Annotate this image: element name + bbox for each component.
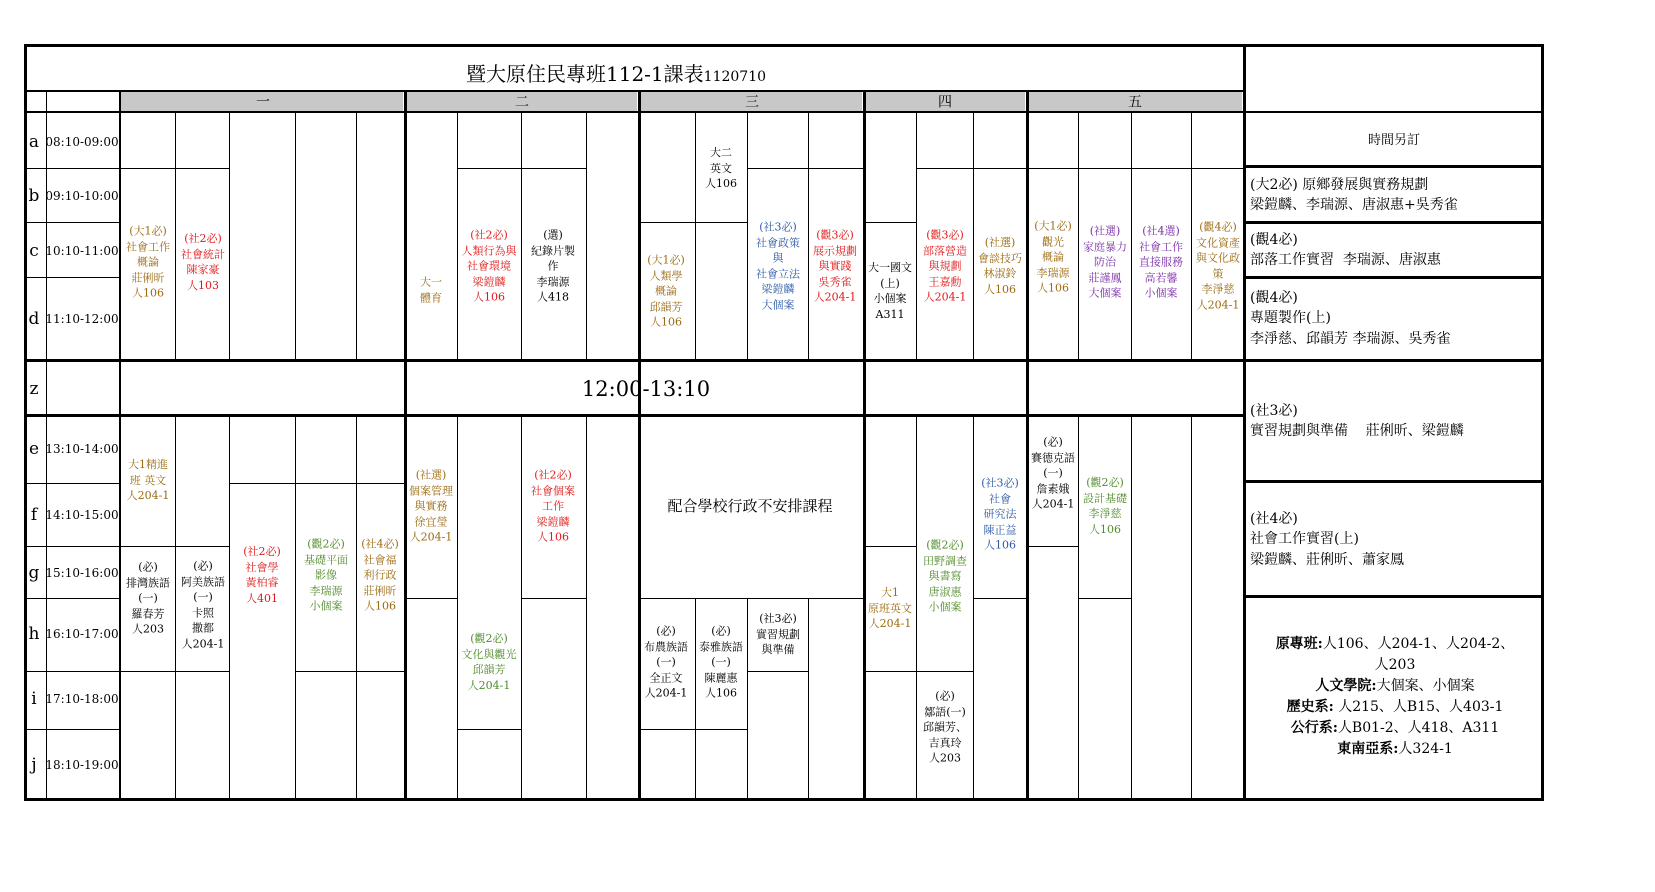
grid-line [1191, 415, 1192, 800]
course-wed-practicum-plan: (社3必) 實習規劃 與準備 [756, 611, 800, 656]
time-h: 16:10-17:00 [45, 627, 119, 641]
grid-line [1131, 415, 1132, 800]
school-admin-note: 配合學校行政不安排課程 [667, 496, 833, 515]
time-b: 09:10-10:00 [45, 189, 119, 203]
grid-line [695, 112, 696, 360]
course-mon-social-work-intro: (大1必) 社會工作 概論 莊俐昕 人106 [126, 224, 170, 300]
room-row [1250, 676, 1540, 697]
grid-line [639, 598, 864, 599]
course-fri-direct-service: (社4選) 社會工作 直接服務 高若馨 小個案 [1139, 224, 1183, 300]
grid-line [747, 671, 808, 672]
course-thu-tsou: (必) 鄒語(一) 邱韻芳、 吉真玲 人203 [923, 689, 967, 765]
room-row [1250, 655, 1540, 676]
sidebar-item-practicum-planning: (社3必) 實習規劃與準備 莊俐昕、梁鎧麟 [1250, 403, 1464, 440]
course-mon-paiwan: (必) 排灣族語 (一) 羅春芳 人203 [126, 560, 170, 636]
period-j: j [31, 755, 37, 775]
grid-line [1243, 45, 1246, 800]
grid-line [521, 598, 586, 599]
course-fri-domestic-violence: (社選) 家庭暴力 防治 莊謹鳳 大個案 [1083, 224, 1127, 300]
grid-line [295, 671, 405, 672]
course-thu-fieldwork: (觀2必) 田野調查 與書寫 唐淑惠 小個案 [923, 538, 967, 614]
grid-line [747, 168, 864, 169]
grid-line [24, 45, 27, 800]
grid-line [356, 415, 357, 800]
time-j: 18:10-19:00 [45, 758, 119, 772]
grid-line [1244, 276, 1544, 279]
course-wed-social-policy: (社3必) 社會政策 與 社會立法 梁鎧麟 大個案 [756, 220, 800, 311]
course-fri-cultural-heritage: (觀4必) 文化資產 與文化政 策 李淨慈 人204-1 [1196, 220, 1240, 311]
grid-line [24, 729, 121, 730]
period-e: e [28, 439, 40, 459]
time-i: 17:10-18:00 [45, 692, 119, 706]
grid-line [295, 415, 296, 800]
grid-line [808, 598, 809, 800]
grid-line [521, 415, 522, 800]
sidebar-room-legend [1250, 634, 1540, 760]
room-value: 大個案、小個案 [1376, 678, 1475, 694]
grid-line [1078, 598, 1131, 599]
course-mon-amis: (必) 阿美族語 (一) 卡照 撒都 人204-1 [181, 559, 225, 650]
course-mon-sociology: (社2必) 社會學 黃柏睿 人401 [243, 545, 281, 605]
sidebar-item-special-project: (觀4必) 專題製作(上) 李淨慈、邱韻芳 李瑞源、吳秀雀 [1250, 290, 1451, 347]
course-mon-english-boost: 大1精進 班 英文 人204-1 [126, 457, 170, 502]
grid-line [229, 483, 405, 484]
grid-line [747, 598, 748, 800]
lunch-break: 12:00-13:10 [581, 376, 711, 401]
time-g: 15:10-16:00 [45, 566, 119, 580]
grid-line [1078, 112, 1079, 360]
grid-line [1078, 415, 1079, 800]
grid-line [1244, 165, 1544, 168]
day-header-thu: 四 [938, 94, 952, 111]
grid-line [747, 112, 748, 360]
course-mon-visual-design: (觀2必) 基礎平面 影像 李瑞源 小個案 [304, 537, 348, 613]
course-fri-tourism-intro: (大1必) 觀光 概論 李瑞源 人106 [1034, 219, 1072, 295]
grid-line [864, 546, 916, 547]
time-e: 13:10-14:00 [45, 442, 119, 456]
grid-line [229, 415, 230, 800]
grid-line [1244, 111, 1544, 113]
room-value: 人203 [1374, 657, 1416, 673]
grid-line [973, 415, 974, 800]
grid-line [24, 111, 1244, 113]
grid-line [864, 671, 916, 672]
grid-line [695, 598, 696, 800]
course-thu-interview-skills: (社選) 會談技巧 林淑鈴 人106 [978, 236, 1022, 296]
grid-line [24, 798, 1544, 801]
course-wed-exhibition: (觀3必) 展示規劃 與實踐 吳秀雀 人204-1 [813, 228, 857, 304]
grid-line [404, 91, 407, 800]
grid-line [24, 671, 121, 672]
period-b: b [28, 186, 40, 206]
grid-line [1244, 480, 1544, 483]
time-c: 10:10-11:00 [45, 244, 119, 258]
grid-line [24, 222, 121, 223]
grid-line [1244, 221, 1544, 224]
grid-line [457, 168, 586, 169]
day-header-fri: 五 [1128, 94, 1142, 111]
sidebar-item-rural-development: (大2必) 原鄉發展與實務規劃 梁鎧麟、李瑞源、唐淑惠+吳秀雀 [1250, 177, 1458, 214]
grid-line [175, 112, 176, 360]
room-label: 東南亞系: [1337, 741, 1399, 757]
grid-line [121, 671, 229, 672]
page-title [466, 58, 766, 87]
grid-line [175, 415, 176, 800]
course-thu-research-methods: (社3必) 社會 研究法 陳正益 人106 [981, 476, 1019, 552]
grid-line [1244, 359, 1544, 362]
period-d: d [28, 309, 40, 329]
grid-line [295, 112, 296, 360]
grid-line [1026, 91, 1029, 800]
course-wed-bunun: (必) 布農族語 (一) 全正文 人204-1 [644, 624, 688, 700]
course-fri-seediq: (必) 賽德克語 (一) 詹素娥 人204-1 [1031, 435, 1075, 511]
period-c: c [29, 241, 39, 261]
period-z: z [29, 379, 39, 399]
grid-line [405, 598, 457, 599]
course-tue-culture-tourism: (觀2必) 文化與觀光 邱韻芳 人204-1 [461, 632, 517, 692]
room-value: 人324-1 [1398, 741, 1453, 757]
time-f: 14:10-15:00 [45, 508, 119, 522]
grid-line [457, 415, 458, 800]
course-wed-english-2: 大二 英文 人106 [705, 145, 737, 190]
room-value: 人B01-2、人418、A311 [1337, 720, 1500, 736]
grid-line [808, 112, 809, 360]
course-tue-pe: 大一 體育 [420, 275, 442, 304]
room-value: 人215、人B15、人403-1 [1333, 699, 1504, 715]
grid-line [24, 414, 1244, 417]
grid-line [1027, 546, 1078, 547]
room-label: 歷史系: [1286, 699, 1334, 715]
period-a: a [28, 132, 40, 152]
course-mon-welfare-admin: (社4必) 社會福 利行政 莊俐昕 人106 [361, 537, 399, 613]
grid-line [24, 277, 121, 278]
course-tue-case-management: (社選) 個案管理 與實務 徐宜瑩 人204-1 [409, 468, 453, 544]
grid-line [638, 91, 641, 800]
course-thu-community-building: (觀3必) 部落營造 與規劃 王嘉勳 人204-1 [923, 228, 967, 304]
room-label: 原專班: [1275, 636, 1323, 652]
course-mon-social-statistics: (社2必) 社會統計 陳家豪 人103 [181, 232, 225, 292]
room-row [1250, 718, 1540, 739]
course-tue-human-behavior: (社2必) 人類行為與 社會環境 梁鎧麟 人106 [461, 228, 517, 304]
grid-line [973, 598, 1027, 599]
grid-line [586, 112, 587, 360]
room-row [1250, 697, 1540, 718]
course-fri-design-basics: (觀2必) 設計基礎 李淨慈 人106 [1083, 476, 1127, 536]
grid-line [521, 112, 522, 360]
course-tue-casework: (社2必) 社會個案 工作 梁鎧麟 人106 [531, 468, 575, 544]
grid-line [863, 91, 866, 800]
day-header-tue: 二 [515, 94, 529, 111]
period-g: g [28, 563, 40, 583]
grid-line [916, 671, 973, 672]
grid-line [24, 44, 1544, 47]
grid-line [24, 483, 121, 484]
grid-line [1541, 45, 1544, 800]
grid-line [1244, 595, 1544, 598]
grid-line [1027, 168, 1244, 169]
course-thu-chinese: 大一國文 (上) 小個案 A311 [868, 261, 912, 321]
period-i: i [31, 689, 37, 709]
grid-line [24, 168, 121, 169]
grid-line [916, 168, 1027, 169]
grid-line [457, 729, 521, 730]
room-row [1250, 739, 1540, 760]
grid-line [24, 359, 1244, 362]
grid-line [229, 112, 230, 360]
course-tue-documentary: (選) 紀錄片製 作 李瑞源 人418 [531, 228, 575, 304]
grid-line [457, 112, 458, 360]
grid-line [916, 112, 917, 360]
grid-line [24, 546, 121, 547]
grid-line [121, 168, 175, 169]
grid-line [121, 546, 229, 547]
grid-line [1191, 112, 1192, 360]
grid-line [175, 168, 229, 169]
grid-line [586, 415, 587, 800]
grid-line [1131, 112, 1132, 360]
grid-line [864, 222, 916, 223]
sidebar-other-time: 時間另訂 [1367, 133, 1421, 149]
day-header-mon: 一 [256, 94, 270, 111]
grid-line [119, 91, 121, 800]
grid-line [356, 112, 357, 360]
title-text: 暨大原住民專班112-1課表 [466, 62, 704, 86]
grid-line [916, 415, 917, 800]
title-date: 1120710 [703, 69, 767, 85]
room-value: 人106、人204-1、人204-2、 [1322, 636, 1515, 652]
day-header-wed: 三 [745, 94, 759, 111]
time-d: 11:10-12:00 [45, 312, 119, 326]
period-f: f [30, 505, 38, 525]
room-label: 人文學院: [1315, 678, 1377, 694]
grid-line [24, 90, 1244, 92]
course-thu-english: 大1 原班英文 人204-1 [868, 585, 912, 630]
period-h: h [28, 624, 40, 644]
grid-line [973, 112, 974, 360]
course-wed-atayal: (必) 泰雅族語 (一) 陳麗惠 人106 [699, 624, 743, 700]
grid-line [639, 222, 747, 223]
sidebar-item-social-work-practicum: (社4必) 社會工作實習(上) 梁鎧麟、莊俐昕、蕭家鳳 [1250, 511, 1404, 568]
sidebar-item-tribal-practicum: (觀4必) 部落工作實習 李瑞源、唐淑惠 [1250, 232, 1441, 269]
room-label: 公行系: [1290, 720, 1338, 736]
time-a: 08:10-09:00 [45, 135, 119, 149]
course-wed-anthropology: (大1必) 人類學 概論 邱韻芳 人106 [647, 253, 685, 329]
grid-line [24, 598, 121, 599]
room-row [1250, 634, 1540, 655]
grid-line [639, 729, 747, 730]
